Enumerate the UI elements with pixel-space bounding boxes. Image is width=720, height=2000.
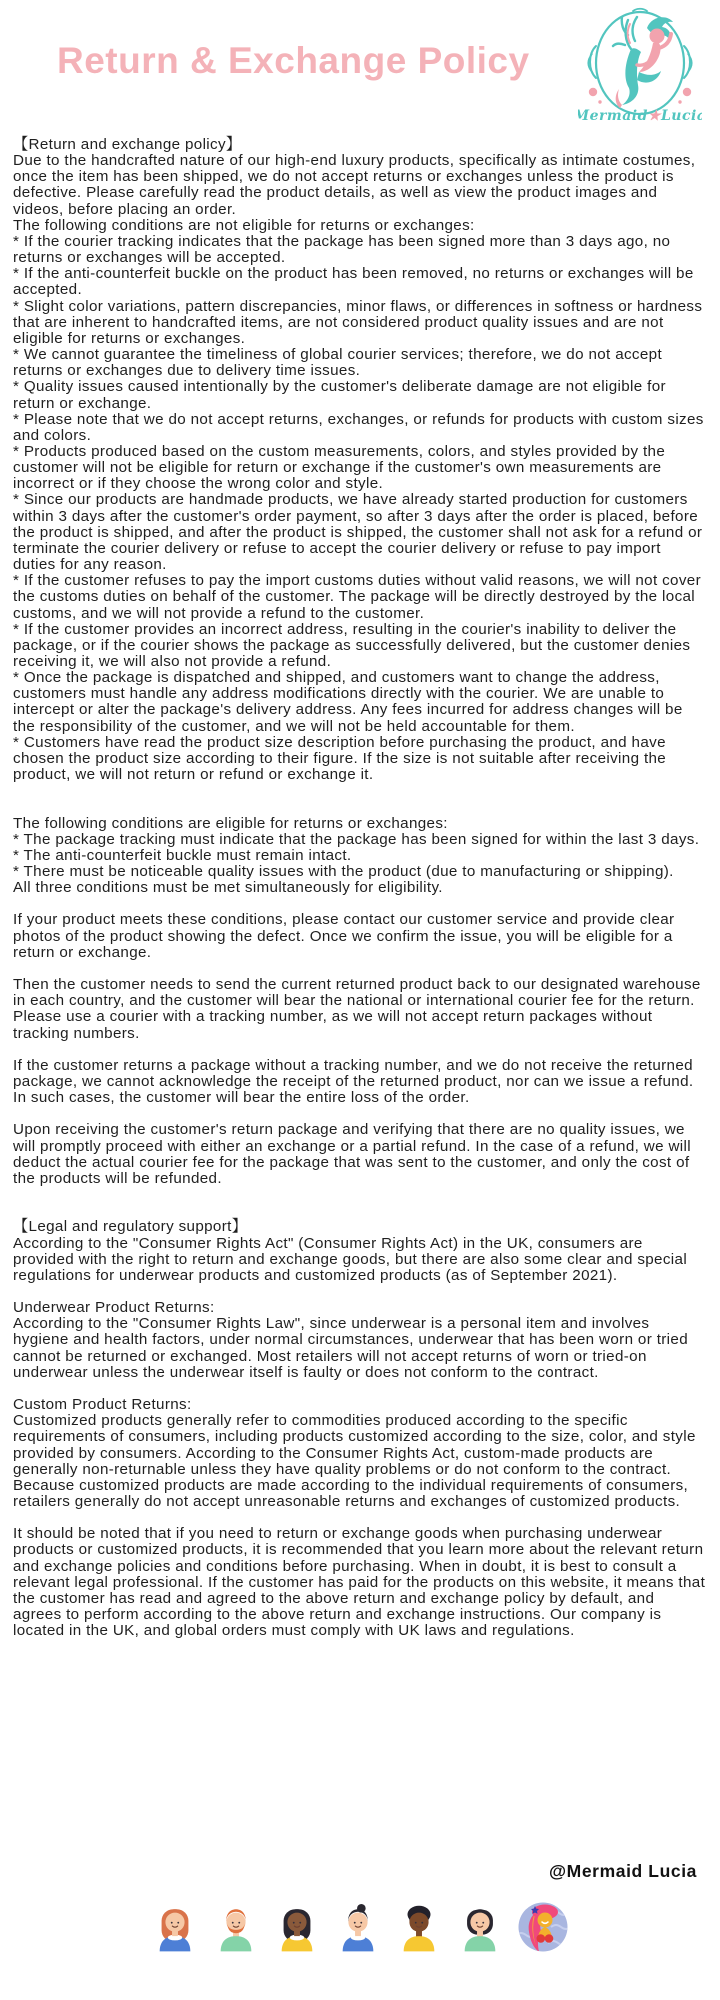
policy-paragraph: According to the "Consumer Rights Act" (Consumer Rights Act) in the UK, consumers are provided with the right to return and exchange goods, but there are also some clear and special regulations for underwear products and customized products (as of September 2021).: [13, 1234, 688, 1284]
policy-paragraph: * If the customer provides an incorrect address, resulting in the courier's inability to deliver the package, or if the courier shows the package as successfully delivered, but the customer denies receiving it, we will also not provide a refund.: [13, 620, 691, 670]
policy-paragraph: Then the customer needs to send the current returned product back to our designated warehouse in each country, and the customer will bear the national or international courier fee for the return. Please use a courier with a tracking number, as we will not accept return packages without tracking numbers.: [13, 976, 701, 1042]
avatar-man-dark-short-hair: [396, 1901, 442, 1953]
policy-paragraph: * Customers have read the product size description before purchasing the product, and have chosen the product size according to their figure. If the size is not suitable after receiving the product, we will not return or refund or exchange it.: [13, 733, 667, 784]
policy-paragraph: The following conditions are not eligible for returns or exchanges:: [13, 216, 475, 234]
avatar-mermaid-badge: [518, 1901, 568, 1953]
policy-paragraph: Upon receiving the customer's return package and verifying that there are no quality issues, we will promptly proceed with either an exchange or a partial refund. In the case of a refund, we will deduct the actual courier fee for the package that was sent to the customer, and only the cost of the products will be refunded.: [13, 1121, 691, 1187]
policy-paragraph: Custom Product Returns:: [13, 1396, 192, 1414]
avatar-row: [0, 1901, 720, 1953]
policy-paragraph: The following conditions are eligible for returns or exchanges:: [13, 814, 448, 832]
policy-paragraph: * If the customer refuses to pay the import customs duties without valid reasons, we will not cover the customs duties on behalf of the customer. The package will be directly destroyed by the local customs, and we will not provide a refund to the customer.: [13, 572, 702, 622]
policy-paragraph: * There must be noticeable quality issues with the product (due to manufacturing or shipping).: [13, 863, 674, 881]
brand-logo: [578, 4, 702, 132]
policy-paragraph: If the customer returns a package without a tracking number, and we do not receive the returned package, we cannot acknowledge the receipt of the returned product, nor can we issue a refund. In such cases, the customer will bear the entire loss of the order.: [13, 1056, 694, 1107]
logo-wordmark: Mermaid★Lucia: [578, 108, 702, 124]
policy-paragraph: * If the courier tracking indicates that the package has been signed more than 3 days ago, no returns or exchanges will be accepted.: [13, 232, 671, 267]
policy-paragraph: * Please note that we do not accept returns, exchanges, or refunds for products with custom sizes and colors.: [13, 410, 704, 444]
avatar-woman-dark-long-hair: [274, 1901, 320, 1953]
avatar-woman-hair-bun: [335, 1901, 381, 1953]
policy-paragraph: All three conditions must be met simultaneously for eligibility.: [13, 879, 443, 897]
policy-heading: 【Legal and regulatory support】: [13, 1218, 248, 1236]
avatar-man-ginger-beard: [213, 1901, 259, 1953]
mermaid-emblem-icon: [578, 4, 702, 132]
signature: @Mermaid Lucia: [549, 1861, 697, 1881]
policy-paragraph: * The package tracking must indicate that the package has been signed for within the last 3 days.: [13, 830, 700, 848]
policy-paragraph: Customized products generally refer to commodities produced according to the specific requirements of consumers, including products customized according to the size, color, and style provided by consumers. According to the Consumer Rights Act, custom-made products are generally non-returnable unless they have quality problems or do not conform to the contract. Because customized products are made according to the individual requirements of consumers, retailers generally do not accept unreasonable returns and exchanges of customized products.: [13, 1412, 696, 1510]
page-title: Return & Exchange Policy: [57, 40, 530, 81]
policy-paragraph: * If the anti-counterfeit buckle on the product has been removed, no returns or exchanges will be accepted.: [13, 265, 694, 299]
policy-paragraph: * Slight color variations, pattern discrepancies, minor flaws, or differences in softness or hardness that are inherent to handcrafted items, are not considered product quality issues and are not eligible for returns or exchanges.: [13, 297, 703, 347]
policy-paragraph: Underwear Product Returns:: [13, 1299, 215, 1317]
policy-paragraph: * Since our products are handmade products, we have already started production for customers within 3 days after the customer's order payment, so after 3 days after the order is placed, before the product is shipped, and after the product is shipped, the customer shall not ask for a refund or terminate the courier delivery or refuse to accept the courier delivery or refuse to pay import duties for any reason.: [13, 491, 703, 574]
policy-paragraph: If your product meets these conditions, please contact our customer service and provide clear photos of the product showing the defect. Once we confirm the issue, you will be eligible for a return or exchange.: [13, 911, 675, 961]
policy-heading: 【Return and exchange policy】: [13, 136, 242, 153]
policy-paragraph: It should be noted that if you need to return or exchange goods when purchasing underwear products or customized products, it is recommended that you learn more about the relevant return and exchange policies and conditions before purchasing. When in doubt, it is best to consult a relevant legal professional. If the customer has paid for the products on this website, it means that the customer has read and agreed to the above return and exchange policy by default, and agrees to perform according to the above return and exchange instructions. Our company is located in the UK, and global orders must comply with UK laws and regulations.: [13, 1525, 706, 1640]
policy-paragraph: Due to the handcrafted nature of our high-end luxury products, specifically as intimate costumes, once the item has been shipped, we do not accept returns or exchanges unless the product is defective. Please carefully read the product details, as well as view the product images and videos, before placing an order.: [13, 152, 696, 218]
policy-text-body: [13, 137, 707, 1639]
policy-paragraph: * Once the package is dispatched and shipped, and customers want to change the address, customers must handle any address modifications directly with the courier. We are unable to intercept or alter the package's delivery address. Any fees incurred for address changes will be the responsibility of the customer, and we will not be held accountable for them.: [13, 669, 683, 735]
policy-paragraph: * Quality issues caused intentionally by the customer's deliberate damage are not eligible for return or exchange.: [13, 378, 666, 412]
avatar-woman-bob-hair: [457, 1901, 503, 1953]
policy-paragraph: * Products produced based on the custom measurements, colors, and styles provided by the customer will not be eligible for return or exchange if the customer's own measurements are incorrect or if they choose the wrong color and style.: [13, 442, 666, 493]
policy-paragraph: * We cannot guarantee the timeliness of global courier services; therefore, we do not accept returns or exchanges due to delivery time issues.: [13, 346, 663, 380]
policy-paragraph: According to the "Consumer Rights Law", since underwear is a personal item and involves hygiene and health factors, under normal circumstances, underwear that has been worn or tried cannot be returned or exchanged. Most retailers will not accept returns of worn or tried-on underwear unless the underwear itself is faulty or does not conform to the contract.: [13, 1315, 688, 1381]
avatar-woman-ginger-long-hair: [152, 1901, 198, 1953]
policy-paragraph: * The anti-counterfeit buckle must remain intact.: [13, 846, 352, 864]
